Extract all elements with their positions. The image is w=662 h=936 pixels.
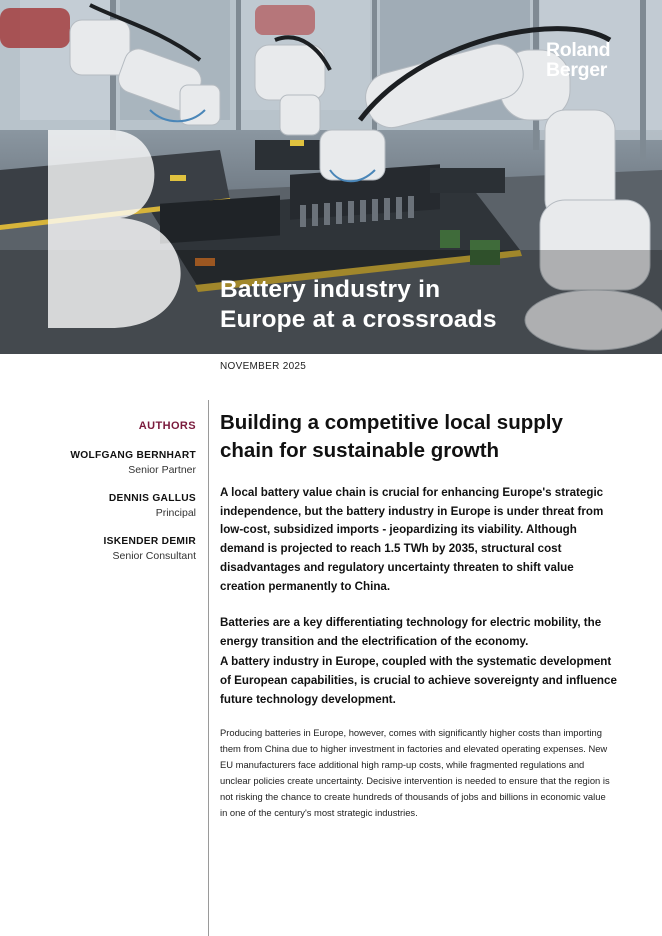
author-entry xyxy=(0,448,196,478)
author-name: WOLFGANG BERNHART xyxy=(70,450,196,461)
authors-heading: AUTHORS xyxy=(138,420,196,432)
author-entry xyxy=(0,491,196,521)
hero-image xyxy=(0,0,662,354)
logo-line-1: Roland xyxy=(546,39,611,61)
authors-section xyxy=(0,420,196,577)
body-paragraph: Producing batteries in Europe, however, comes with significantly higher costs than importing them from China due to higher investment in factories and elevated operating expenses. New EU manufacturers face additional high ramp-up costs, while fragmented regulations and unclear policies create uncertainty. Decisive intervention is needed to ensure that the region is not risking the chance to create hundreds of thousands of jobs and billions in economic value in one of the century's most strategic industries. xyxy=(220,727,610,818)
report-title-line-2: Europe at a crossroads xyxy=(220,306,497,333)
author-name: DENNIS GALLUS xyxy=(108,493,196,504)
report-title-line-1: Battery industry in xyxy=(220,276,441,303)
author-name: ISKENDER DEMIR xyxy=(103,536,196,547)
logo-line-2: Berger xyxy=(546,59,608,81)
key-point-1: Batteries are a key differentiating technology for electric mobility, the energy transition and the electrification of the economy. xyxy=(220,616,602,649)
author-role: Senior Partner xyxy=(128,464,196,476)
lead-paragraph: A local battery value chain is crucial for enhancing Europe's strategic independence, but the battery industry in Europe is under threat from low-cost, subsidized imports - jeopardizing its viability. Although demand is projected to reach 1.5 TWh by 2035, structural cost disadvantages and regulatory uncertainty threaten to shift value creation permanently to China. xyxy=(220,486,604,593)
article-headline: Building a competitive local supply chain for sustainable growth xyxy=(220,411,563,462)
key-point-2: A battery industry in Europe, coupled with the systematic development of European capabilities, is crucial to achieve sovereignty and influence future technology development. xyxy=(220,654,617,707)
column-divider xyxy=(208,400,209,936)
publication-date: NOVEMBER 2025 xyxy=(220,361,307,372)
report-title xyxy=(220,275,640,335)
author-role: Principal xyxy=(155,507,196,519)
author-entry xyxy=(0,534,196,564)
author-role: Senior Consultant xyxy=(112,550,196,562)
roland-berger-logo xyxy=(546,40,610,80)
key-points xyxy=(220,613,620,709)
